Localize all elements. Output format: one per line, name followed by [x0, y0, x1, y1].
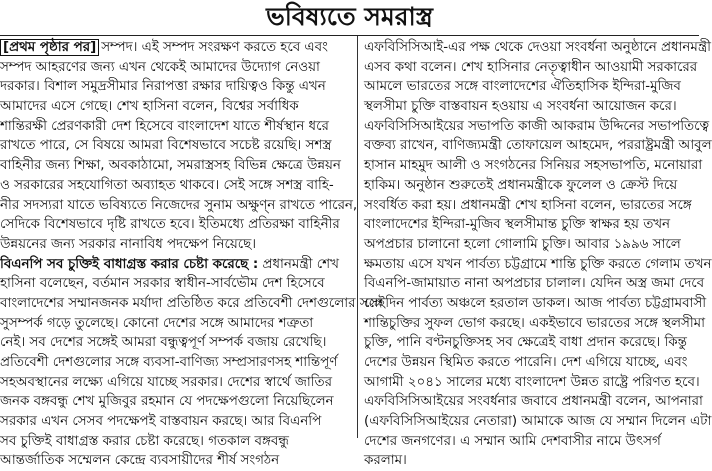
article-line: উন্নয়নের জন্য সরকার নানাবিধ পদক্ষেপ নিয়েছে।	[0, 236, 257, 252]
article-subheading-rest: প্রধানমন্ত্রী শেখ	[262, 256, 339, 272]
article-line: অপপ্রচার চালানো হলো গোলামি চুক্তি। আবার ১৯৯৬ সালে	[364, 236, 681, 252]
article-line: শান্তিরক্ষী প্রেরণকারী দেশ হিসেবে বাংলাদেশ যাতে শীর্ষস্থান ধরে	[0, 118, 329, 134]
right-column	[364, 38, 712, 469]
article-line: আন্তর্জাতিক সম্মেলন কেন্দ্রে ব্যবসায়ীদের শীর্ষ সংগঠন	[0, 453, 280, 469]
article-line: শান্তিচুক্তির সুফল ভোগ করছে। একইভাবে ভারতের সঙ্গে স্থলসীমা	[364, 315, 705, 331]
article-line: হাকিম। অনুষ্ঠান শুরুতেই প্রধানমন্ত্রীকে ফুলেল ও ক্রেস্ট দিয়ে	[364, 177, 678, 193]
article-line: বিএনপি-জামায়াত নানা অপপ্রচার চালাল। যেদিন অস্ত্র জমা দেবে	[364, 276, 705, 292]
article-subheading: বিএনপি সব চুক্তিই বাধাগ্রস্ত করার চেষ্টা করেছে :	[0, 256, 259, 272]
article-line: দেশের উন্নয়ন স্থিমিত করতে পারেনি। দেশ এগিয়ে যাচ্ছে, এবং	[364, 355, 688, 370]
article-subheading-line	[0, 255, 352, 275]
article-line: (এফবিসিসিআইয়ের নেতারা) আমাকে আজ যে সম্মান দিলেন এটা	[364, 414, 712, 430]
article-line: নীর সদস্যরা যাতে ভবিষ্যতে নিজেদের সুনাম অক্ষুণ্ন রাখতে পারেন,	[0, 197, 358, 213]
article-line: আগামী ২০৪১ সালের মধ্যে বাংলাদেশ উন্নত রাষ্ট্রে পরিণত হবে।	[364, 374, 700, 390]
article-line: সরকার এখন সেসব পদক্ষেপই বাস্তবায়ন করছে। আর বিএনপি	[0, 414, 322, 430]
article-line: স্থলসীমা চুক্তি বাস্তবায়ন হওয়ায় এ সংবর্ধনা আয়োজন করে।	[364, 99, 677, 115]
article-line: দেশের জনগণের। এ সম্মান আমি দেশবাসীর নামে উৎসর্গ	[364, 433, 661, 449]
article-line: ক্ষমতায় এসে যখন পার্বত্য চট্টগ্রামে শান্তি চুক্তি করতে গেলাম তখন	[364, 256, 712, 272]
article-line: বাংলাদেশের ইন্দিরা-মুজিব স্থলসীমান্ত চুক্তি স্বাক্ষর হয় তখন	[364, 217, 671, 233]
column-divider	[357, 36, 358, 438]
article-line: সেইদিন পার্বত্য অঞ্চলে হরতাল ডাকল। আজ পার্বত্য চট্টগ্রামবাসী	[364, 295, 707, 311]
continuation-tag: [প্রথম পৃষ্ঠার পর]	[0, 39, 99, 56]
article-line: এফবিসিসিআই-এর পক্ষ থেকে দেওয়া সংবর্ধনা অনুষ্ঠানে প্রধানমন্ত্রী	[364, 40, 711, 55]
article-line: হাসান মাহমুদ আলী ও সংগঠনের সিনিয়র সহসভাপতি, মনোয়ারা	[364, 158, 703, 174]
article-line: নেই। সব দেশের সঙ্গেই আমরা বন্ধুত্বপূর্ণ সম্পর্ক বজায় রেখেছি।	[0, 335, 327, 351]
article-line: সুসম্পর্ক গড়ে তুলেছে। কোনো দেশের সঙ্গে আমাদের শত্রুতা	[0, 315, 314, 331]
article-line: এফবিসিসিআইয়ের সংবর্ধনার জবাবে প্রধানমন্ত্রী বলেন, আপনারা	[364, 394, 703, 410]
article-line: আমলে ভারতের সঙ্গে বাংলাদেশের ঐতিহাসিক ইন্দিরা-মুজিব	[364, 79, 681, 95]
article-line: চুক্তি, পানি বণ্টনচুক্তিসহ সব ক্ষেত্রেই বাধা প্রদান করেছে। কিন্তু	[364, 335, 687, 351]
article-line: প্রতিবেশী দেশগুলোর সঙ্গে ব্যবসা-বাণিজ্য সম্প্রসারণসহ শান্তিপূর্ণ	[0, 355, 338, 370]
article-line: বাংলাদেশের সম্মানজনক মর্যাদা প্রতিষ্ঠিত করে প্রতিবেশী দেশগুলোর সঙ্গে	[0, 295, 383, 311]
article-line: হাসিনা বলেছেন, বর্তমান সরকার স্বাধীন-সার্বভৌম দেশ হিসেবে	[0, 276, 325, 292]
article-line: আমাদের এসে গেছে। শেখ হাসিনা বলেন, বিশ্বের সর্বাধিক	[0, 99, 299, 115]
article-line: রাখতে পারে, সে বিষয়ে আমরা বিশেষভাবে সচেষ্ট রয়েছি। সশস্ত্র	[0, 138, 332, 154]
article-line: এফবিসিসিআইয়ের সভাপতি কাজী আকরাম উদ্দিনের সভাপতিত্বে	[364, 118, 710, 134]
left-column	[0, 38, 383, 469]
article-line: ও সরকারের সহযোগিতা অব্যাহত থাকবে। সেই সঙ্গে সশস্ত্র বাহি-	[0, 177, 334, 193]
article-line: সংবর্ধিত করা হয়। প্রধানমন্ত্রী শেখ হাসিনা বলেন, ভারতের সঙ্গে	[364, 197, 692, 213]
article-line: সেদিকে বিশেষভাবে দৃষ্টি রাখতে হবে। ইতিমধ্যে প্রতিরক্ষা বাহিনীর	[0, 217, 340, 233]
article-line: জনক বঙ্গবন্ধু শেখ মুজিবুর রহমান যে পদক্ষেপগুলো নিয়েছিলেন	[0, 394, 334, 410]
headline-rule	[0, 35, 699, 36]
article-line: বাহিনীর জন্য শিক্ষা, অবকাঠামো, সমরাস্ত্রসহ বিভিন্ন ক্ষেত্রে উন্নয়ন	[0, 158, 341, 174]
article-line: বক্তব্য রাখেন, বাণিজ্যমন্ত্রী তোফায়েল আহমেদ, পররাষ্ট্রমন্ত্রী আবুল	[364, 138, 712, 154]
article-line: সহঅবস্থানের লক্ষ্যে এগিয়ে যাচ্ছে সরকার। দেশের স্বার্থে জাতির	[0, 374, 332, 390]
article-line: সম্পদ আহরণের জন্য এখন থেকেই আমাদের উদ্যোগ নেওয়া	[0, 59, 320, 75]
article-line: করলাম।	[364, 453, 407, 469]
article-line: দরকার। বিশাল সমুদ্রসীমার নিরাপত্তা রক্ষার দায়িত্বও কিন্তু এখন	[0, 79, 326, 95]
article-line: এসব কথা বলেন। শেখ হাসিনার নেতৃত্বাধীন আওয়ামী সরকারের	[364, 59, 698, 75]
headline: ভবিষ্যতে সমরাস্ত্র	[266, 2, 433, 31]
article-line: [প্রথম পৃষ্ঠার পর] সম্পদ। এই সম্পদ সংরক্ষণ করতে হবে এবং	[0, 38, 352, 58]
article-line: সব চুক্তিই বাধাগ্রস্ত করার চেষ্টা করেছে। গতকাল বঙ্গবন্ধু	[0, 433, 289, 449]
